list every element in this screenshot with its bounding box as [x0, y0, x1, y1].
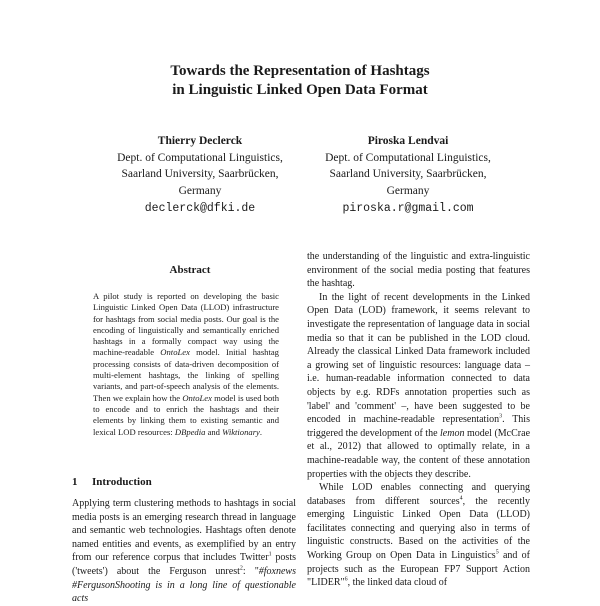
author-affiliation: Dept. of Computational Linguistics, — [117, 151, 283, 164]
author-block-1 — [95, 133, 305, 218]
body-segment: Applying term clustering methods to hashtags in social media posts is an emerging research thread in language and semantic web technologies. Hashtags often denote named entities and events, as exemplified by an entry from our reference corpus that includes Twitter — [72, 498, 296, 564]
abstract-segment: and — [205, 426, 223, 437]
abstract-emphasis: OntoLex — [182, 392, 212, 403]
section-title: Introduction — [92, 476, 152, 488]
body-segment: and of projects such as the European FP7 Support Action "LIDER" — [307, 550, 530, 589]
author-name: Thierry Declerck — [157, 135, 243, 147]
title-line-1: Towards the Representation of Hashtags — [170, 63, 430, 79]
paragraph — [307, 481, 530, 590]
paragraph — [307, 291, 530, 481]
title-line-2: in Linguistic Linked Open Data Format — [172, 82, 428, 98]
body-emphasis: #foxnews #FergusonShooting is in a long line of questionable acts — [72, 565, 296, 605]
paper-title — [0, 62, 600, 100]
author-affiliation: Germany — [178, 184, 222, 197]
abstract-segment: . — [259, 426, 263, 437]
footnote-marker[interactable]: 1 — [268, 552, 272, 559]
body-emphasis: lemon — [440, 427, 465, 439]
abstract-emphasis: DBpedia — [174, 426, 206, 437]
author-affiliation: Germany — [386, 184, 430, 197]
footnote-marker[interactable]: 6 — [344, 576, 348, 583]
body-segment: model (McCrae et al., 2012) that allowed to optimally relate, in a machine-readable way, the content of these annotation properties with the objects they describe. — [307, 427, 531, 480]
body-segment: . This triggered the development of the — [307, 414, 530, 439]
introduction-text — [72, 497, 296, 606]
abstract-emphasis: OntoLex — [160, 347, 190, 358]
author-email[interactable]: declerck@dfki.de — [144, 202, 256, 215]
footnote-marker[interactable]: 3 — [499, 413, 503, 420]
body-segment: posts ('tweets') about the Ferguson unrest — [72, 552, 296, 577]
abstract-segment: model is used both to encode and to enrich the hashtags and their elements by linking them to existing semantic and lexical LOD resources: — [93, 392, 279, 437]
section-heading-introduction — [72, 476, 292, 488]
author-affiliation: Saarland University, Saarbrücken, — [329, 168, 487, 180]
author-affiliation: Dept. of Computational Linguistics, — [325, 151, 491, 164]
author-block-2 — [303, 133, 513, 218]
author-email[interactable]: piroska.r@gmail.com — [342, 202, 474, 215]
body-segment: While LOD enables connecting and querying databases from different sources — [307, 482, 530, 507]
footnote-marker[interactable]: 2 — [239, 565, 243, 572]
right-column-text — [307, 250, 530, 590]
paragraph: the understanding of the linguistic and extra-linguistic environment of the social media posting that features the hashtag. — [307, 251, 530, 290]
author-affiliation: Saarland University, Saarbrücken, — [121, 168, 279, 180]
abstract-segment: A pilot study is reported on developing the basic Linguistic Linked Open Data (LLOD) infrastructure for hashtags from social media posts. Our goal is the encoding of linguistically and semantically enriched hashtags in a formally compact way using the machine-readable — [93, 291, 279, 358]
abstract-emphasis: Wiktionary — [222, 426, 260, 437]
body-segment: : " — [242, 565, 259, 577]
abstract-heading: Abstract — [169, 264, 211, 276]
footnote-marker[interactable]: 4 — [459, 495, 463, 502]
section-number: 1 — [72, 476, 78, 488]
body-segment: In the light of recent developments in the Linked Open Data (LOD) framework, it seems relevant to investigate the representation of language data in social media so that it can be published in the LOD cloud. Already the classical Linked Data framework included a growing set of linguistic resources: language data – i.e. human-readable information connected to data objects by e.g. RDFs annotation properties such as 'label' and 'comment' –, have been suggested to be encoded in machine-readable representation — [307, 291, 530, 426]
abstract-segment: model. Initial hashtag processing consists of data-driven decomposition of multi-element hashtags, the linking of spelling variants, and part-of-speech analysis of the elements. Then we explain how the — [93, 347, 279, 403]
body-segment: , the recently emerging Linguistic Linked Open Data (LLOD) facilitates connecting and querying also in terms of linguistic constructs. Based on the activities of the Working Group on Open Data in Linguistics — [307, 495, 530, 562]
footnote-marker[interactable]: 5 — [495, 549, 499, 556]
abstract-text — [93, 291, 279, 438]
author-name: Piroska Lendvai — [367, 135, 449, 147]
body-segment: , the linked data cloud of — [347, 577, 448, 589]
